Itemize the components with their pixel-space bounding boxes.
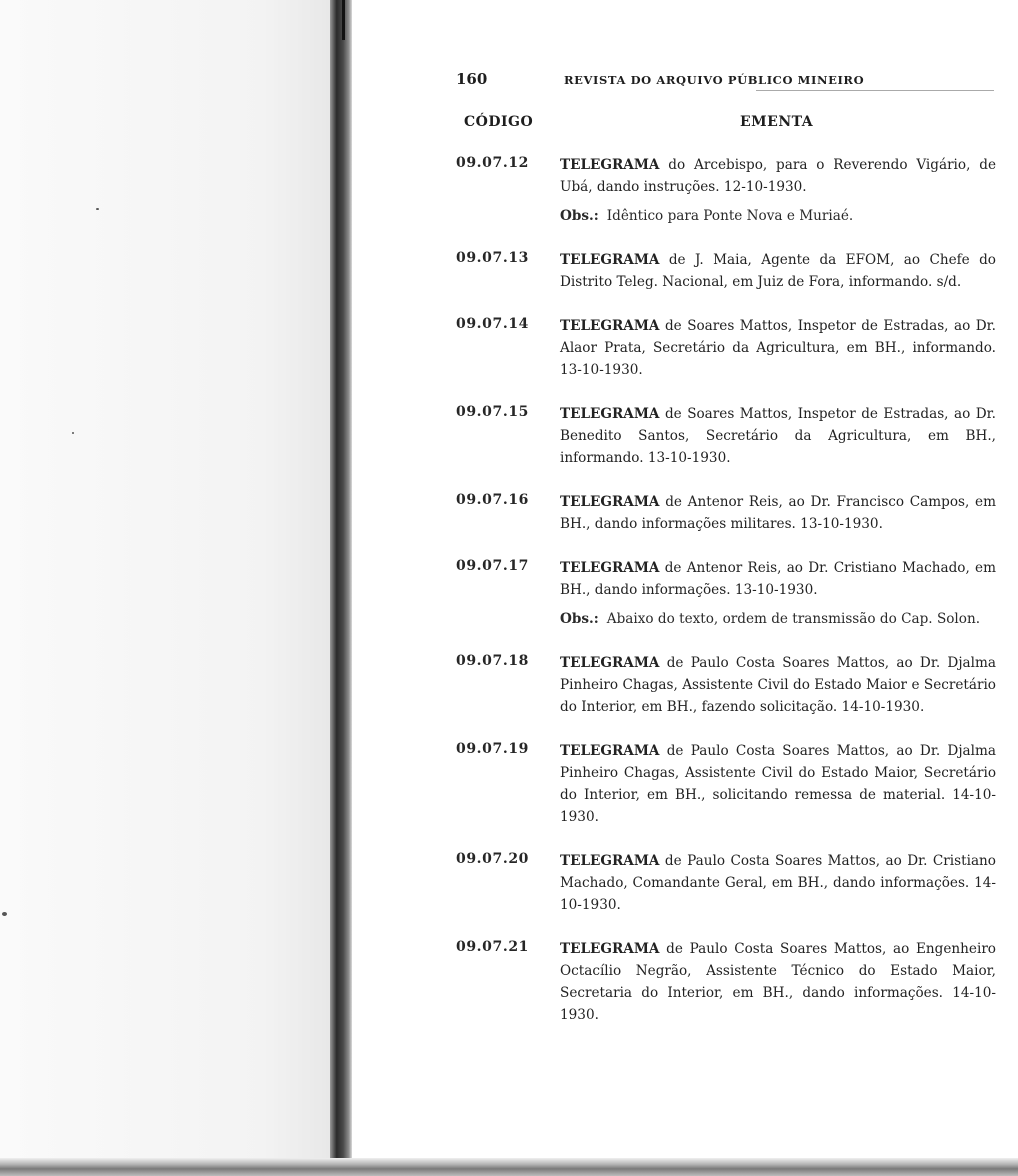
catalog-entry	[456, 491, 996, 535]
catalog-entry	[456, 315, 996, 381]
entry-summary	[560, 249, 996, 293]
entry-summary	[560, 652, 996, 718]
entry-summary	[560, 403, 996, 469]
entry-list	[456, 154, 996, 1026]
entry-summary	[560, 491, 996, 535]
gutter-shadow	[342, 0, 345, 40]
observation-label: Obs.:	[560, 611, 599, 627]
entry-text: de J. Maia, Agente da EFOM, ao Chefe do Distrito Teleg. Nacional, em Juiz de Fora, informando. s/d.	[560, 252, 996, 290]
entry-observation	[560, 608, 996, 630]
entry-code: 09.07.19	[456, 741, 529, 757]
observation-label: Obs.:	[560, 208, 599, 224]
entry-code: 09.07.17	[456, 558, 529, 574]
catalog-entry	[456, 557, 996, 630]
entry-summary	[560, 315, 996, 381]
column-heading-summary: EMENTA	[740, 114, 814, 130]
entry-summary	[560, 740, 996, 828]
entry-text: de Paulo Costa Soares Mattos, ao Engenheiro Octacílio Negrão, Assistente Técnico do Estado Maior, Secretaria do Interior, em BH., dando informações. 14-10-1930.	[560, 941, 996, 1023]
page-bottom-edge	[0, 1158, 1018, 1176]
entry-code: 09.07.20	[456, 851, 529, 867]
entry-summary	[560, 850, 996, 916]
entry-type: TELEGRAMA	[560, 494, 660, 510]
entry-observation	[560, 205, 996, 227]
entry-type: TELEGRAMA	[560, 853, 660, 869]
entry-text: de Antenor Reis, ao Dr. Cristiano Machado, em BH., dando informações. 13-10-1930.	[560, 560, 996, 598]
observation-text: Abaixo do texto, ordem de transmissão do Cap. Solon.	[606, 611, 981, 627]
header-rule	[756, 90, 994, 91]
catalog-entry	[456, 154, 996, 227]
column-heading-code: CÓDIGO	[464, 114, 534, 130]
catalog-entry	[456, 740, 996, 828]
entry-summary	[560, 154, 996, 198]
entry-type: TELEGRAMA	[560, 406, 660, 422]
entry-type: TELEGRAMA	[560, 318, 660, 334]
entry-type: TELEGRAMA	[560, 157, 660, 173]
paper-speck	[2, 912, 7, 916]
entry-code: 09.07.13	[456, 250, 529, 266]
catalog-entry	[456, 249, 996, 293]
entry-type: TELEGRAMA	[560, 941, 660, 957]
entry-text: de Soares Mattos, Inspetor de Estradas, ao Dr. Benedito Santos, Secretário da Agricultura, em BH., informando. 13-10-1930.	[560, 406, 996, 466]
entry-type: TELEGRAMA	[560, 252, 660, 268]
entry-text: de Paulo Costa Soares Mattos, ao Dr. Djalma Pinheiro Chagas, Assistente Civil do Estado Maior e Secretário do Interior, em BH., fazendo solicitação. 14-10-1930.	[560, 655, 996, 715]
catalog-entry	[456, 938, 996, 1026]
document-page	[456, 66, 996, 1048]
book-gutter	[330, 0, 352, 1168]
entry-code: 09.07.16	[456, 492, 529, 508]
entry-type: TELEGRAMA	[560, 655, 660, 671]
observation-text: Idêntico para Ponte Nova e Muriaé.	[606, 208, 854, 224]
running-header	[456, 66, 996, 94]
entry-text: do Arcebispo, para o Reverendo Vigário, de Ubá, dando instruções. 12-10-1930.	[560, 157, 996, 195]
paper-speck	[96, 208, 99, 210]
column-headings	[456, 114, 996, 154]
journal-title: REVISTA DO ARQUIVO PÚBLICO MINEIRO	[564, 73, 865, 87]
entry-text: de Paulo Costa Soares Mattos, ao Dr. Cristiano Machado, Comandante Geral, em BH., dando informações. 14-10-1930.	[560, 853, 996, 913]
facing-page-blank	[0, 0, 330, 1160]
entry-summary	[560, 557, 996, 601]
entry-summary	[560, 938, 996, 1026]
paper-speck	[72, 432, 74, 434]
entry-code: 09.07.21	[456, 939, 529, 955]
page-number: 160	[456, 70, 488, 88]
catalog-entry	[456, 652, 996, 718]
entry-text: de Paulo Costa Soares Mattos, ao Dr. Djalma Pinheiro Chagas, Assistente Civil do Estado Maior, Secretário do Interior, em BH., solicitando remessa de material. 14-10-1930.	[560, 743, 996, 825]
entry-type: TELEGRAMA	[560, 560, 660, 576]
entry-text: de Soares Mattos, Inspetor de Estradas, ao Dr. Alaor Prata, Secretário da Agricultura, em BH., informando. 13-10-1930.	[560, 318, 996, 378]
entry-code: 09.07.15	[456, 404, 529, 420]
entry-code: 09.07.14	[456, 316, 529, 332]
entry-code: 09.07.18	[456, 653, 529, 669]
entry-code: 09.07.12	[456, 155, 529, 171]
catalog-entry	[456, 403, 996, 469]
entry-type: TELEGRAMA	[560, 743, 660, 759]
catalog-entry	[456, 850, 996, 916]
entry-text: de Antenor Reis, ao Dr. Francisco Campos, em BH., dando informações militares. 13-10-1930.	[560, 494, 996, 532]
